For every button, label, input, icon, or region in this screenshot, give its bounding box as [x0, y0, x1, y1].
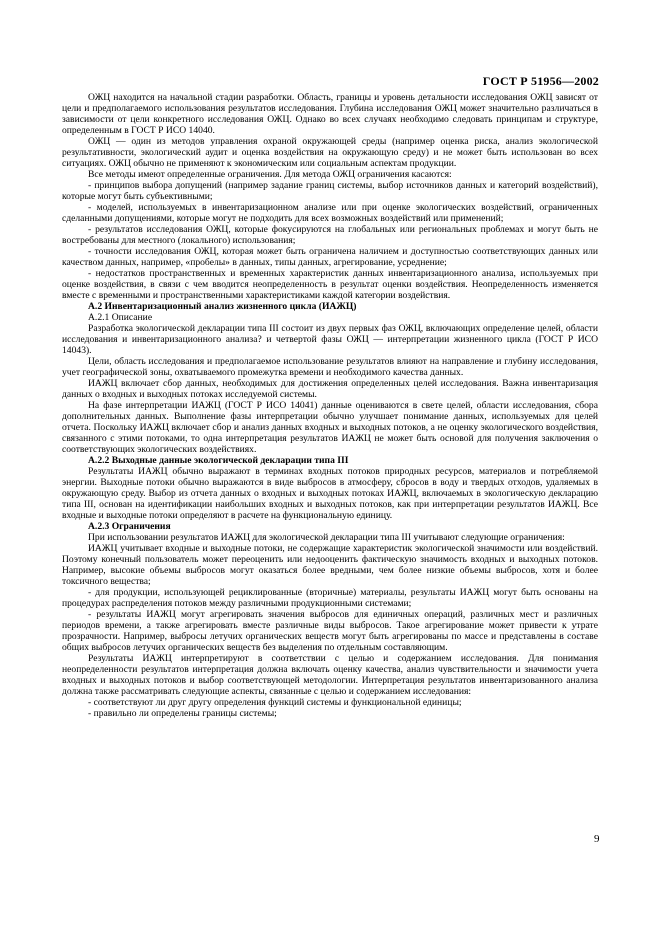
list-item: - для продукции, использующей рециклированные (вторичные) материалы, результаты ИАЖЦ могут быть основаны на процедурах распределения потоков между различными продукционными системами; — [62, 587, 598, 609]
paragraph: ИАЖЦ включает сбор данных, необходимых для достижения определенных целей исследования. Важна инвентаризация данных о входных и выходных потоках исследуемой системы. — [62, 378, 598, 400]
paragraph: ОЖЦ находится на начальной стадии разработки. Область, границы и уровень детальности исследования ОЖЦ зависят от цели и предполагаемого использования результатов исследования. Глубина исследования ОЖЦ может значительно различаться в зависимости от цели конкретного исследования ОЖЦ. Однако во всех случаях необходимо следовать принципам и структуре, определенным в ГОСТ Р ИСО 14040. — [62, 92, 598, 136]
paragraph: Результаты ИАЖЦ обычно выражают в терминах входных потоков природных ресурсов, материалов и потребляемой энергии. Выходные потоки обычно выражаются в виде выбросов в атмосферу, сбросов в воду и твердых отходов, удаляемых в окружающую среду. Выбор из отчета данных о входных и выходных потоках ИАЖЦ, включаемых в экологическую декларацию типа III, основан на идентификации наибольших входных и выходных потоков, как при интерпретации результатов ИАЖЦ. Все входные и выходные потоки определяют в расчете на функциональную единицу. — [62, 466, 598, 521]
paragraph: Результаты ИАЖЦ интерпретируют в соответствии с целью и содержанием исследования. Для понимания неопределенности результатов интерпретация должна включать оценку качества, анализ чувствительности и значимости учета входных и выходных потоков и выбор соответствующей методологии. Интерпретация результатов инвентаризованного анализа должна также рассматривать следующие аспекты, связанные с целью и содержанием исследования: — [62, 653, 598, 697]
subsection-heading: А.2.1 Описание — [88, 312, 153, 323]
list-item: - точности исследования ОЖЦ, которая может быть ограничена наличием и доступностью соответствующих данных или качеством данных, например, «пробелы» в данных, типы данных, агрегирование, усреднение; — [62, 246, 598, 268]
paragraph: ИАЖЦ учитывает входные и выходные потоки, не содержащие характеристик экологической значимости или воздействий. Поэтому конечный пользователь может переоценить или недооценить фактическую значимость входных и выходных потоков. Например, высокие объемы выбросов могут оказаться более вредными, чем более низкие объемы выбросов, хотя и более токсичного вещества; — [62, 543, 598, 587]
page-number: 9 — [594, 833, 600, 845]
list-item: - правильно ли определены границы системы; — [88, 708, 277, 719]
paragraph: Все методы имеют определенные ограничения. Для метода ОЖЦ ограничения касаются: — [88, 169, 452, 180]
section-heading: А.2.2 Выходные данные экологической декларации типа III — [88, 455, 349, 466]
paragraph: Цели, область исследования и предполагаемое использование результатов влияют на направление и глубину исследования, учет географической зоны, охватываемого промежутка времени и необходимого качества данных. — [62, 356, 598, 378]
standard-header: ГОСТ Р 51956—2002 — [482, 74, 599, 88]
document-body — [62, 92, 598, 719]
paragraph: ОЖЦ — один из методов управления охраной окружающей среды (например оценка риска, анализ экологической результативности, экологический аудит и оценка воздействия на окружающую среду) и не может быть использован во всех ситуациях. ОЖЦ обычно не применяют к экономическим или социальным аспектам продукции. — [62, 136, 598, 169]
list-item: - соответствуют ли друг другу определения функций системы и функциональной единицы; — [88, 697, 462, 708]
paragraph: Разработка экологической декларации типа III состоит из двух первых фаз ОЖЦ, включающих определение целей, области исследования и инвентаризационного анализа? и четвертой фазы ОЖЦ — интерпретации жизненного цикла (ГОСТ Р ИСО 14043). — [62, 323, 598, 356]
list-item: - результатов исследования ОЖЦ, которые фокусируются на глобальных или региональных проблемах и могут быть не востребованы для местного (локального) использования; — [62, 224, 598, 246]
paragraph: На фазе интерпретации ИАЖЦ (ГОСТ Р ИСО 14041) данные оцениваются в свете целей, области исследования, сбора дополнительных данных. Выполнение фазы интерпретации обычно улучшает понимание данных, используемых для целей отчета. Поскольку ИАЖЦ включает сбор и анализ данных входных и выходных потоков, а не оценку экологического воздействия, связанного с этими потоками, то одна интерпретация результатов ИАЖЦ не может быть основой для получения заключения о соответствующих экологических воздействиях. — [62, 400, 598, 455]
section-heading: А.2 Инвентаризационный анализ жизненного цикла (ИАЖЦ) — [88, 301, 357, 312]
list-item: - результаты ИАЖЦ могут агрегировать значения выбросов для единичных операций, различных мест и различных периодов времени, а также агрегировать вместе различные виды выбросов. Такое агрегирование может привести к утрате прозрачности. Например, выбросы летучих органических веществ могут быть агрегированы по массе и представлены в составе общих выбросов летучих органических веществ без выделения по отдельным составляющим. — [62, 609, 598, 653]
section-heading: А.2.3 Ограничения — [88, 521, 171, 532]
list-item: - недостатков пространственных и временных характеристик данных инвентаризационного анализа, используемых при оценке воздействия, в связи с чем вводится неопределенность в результат оценки воздействия. Неопределенность изменяется вместе с временными и пространственными характеристиками каждой категории воздействия. — [62, 268, 598, 301]
list-item: - моделей, используемых в инвентаризационном анализе или при оценке экологических воздействий, ограниченных сделанными допущениями, которые могут не подходить для всех возможных воздействий или применений; — [62, 202, 598, 224]
list-item: - принципов выбора допущений (например задание границ системы, выбор источников данных и категорий воздействий), которые могут быть субъективными; — [62, 180, 598, 202]
paragraph: При использовании результатов ИАЖЦ для экологической декларации типа III учитывают следующие ограничения: — [88, 532, 565, 543]
